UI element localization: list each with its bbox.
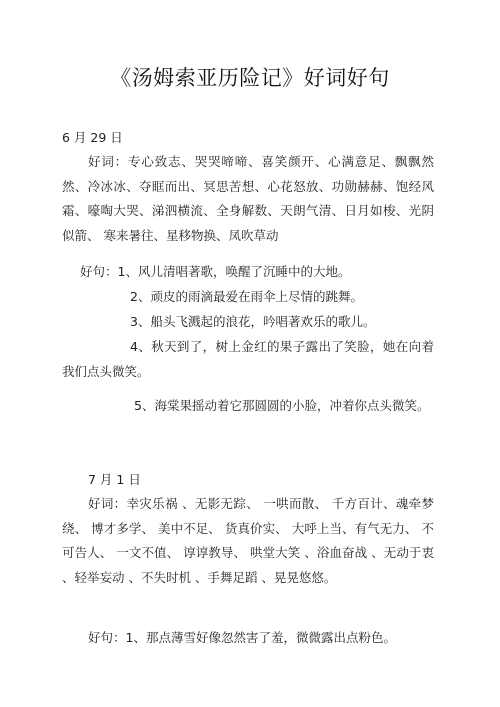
section-date: 6 月 29 日: [62, 130, 123, 145]
good-sentence-4: 4、秋天到了，树上金红的果子露出了笑脸，她在向着我们点头微笑。: [62, 339, 434, 379]
good-sentences-label: 好句：: [88, 630, 126, 645]
good-sentence-2: 2、顽皮的雨滴最爱在雨伞上尽情的跳舞。: [130, 289, 363, 304]
good-words-list: 专心致志、哭哭啼啼、喜笑颜开、心满意足、飘飘然然、冷冰冰、夺眶而出、冥思苦想、心花怒放、功勋赫赫、饱经风霜、嚎啕大哭、涕泗横流、全身解数、天朗气清、日月如梭、光阴似箭、 寒来暑往、星移物换、凤吹草动: [62, 154, 434, 243]
good-words-list: 幸灾乐祸 、无影无踪、 一哄而散、 千方百计、魂牵梦绕、 博才多学、 美中不足、 货真价实、 大呼上当、有气无力、 不可告人、 一文不值、 谆谆教导、 哄堂大笑 、浴血奋战 、无动于衷 、轻举妄动 、不失时机 、手舞足蹈 、晃晃悠悠。: [62, 496, 434, 585]
document-title: 《汤姆索亚历险记》好词好句: [110, 66, 390, 90]
good-words-label: 好词：: [88, 496, 127, 511]
good-sentence-1: 好句：1、那点薄雪好像忽然害了羞，微微露出点粉色。: [88, 630, 396, 645]
good-words-label: 好词：: [88, 154, 129, 169]
good-words-paragraph: [62, 492, 434, 590]
good-sentence-5: 5、海棠果摇动着它那圆圆的小脸，冲着你点头微笑。: [134, 398, 430, 413]
good-words-paragraph: [62, 150, 434, 248]
section-date: 7 月 1 日: [88, 472, 141, 487]
good-sentences-label: 好句：: [80, 264, 118, 279]
good-sentence-1: 好句：1、风儿清唱著歌，唤醒了沉睡中的大地。: [80, 264, 351, 279]
good-sentence-3: 3、船头飞溅起的浪花，吟唱著欢乐的歌儿。: [130, 314, 376, 329]
